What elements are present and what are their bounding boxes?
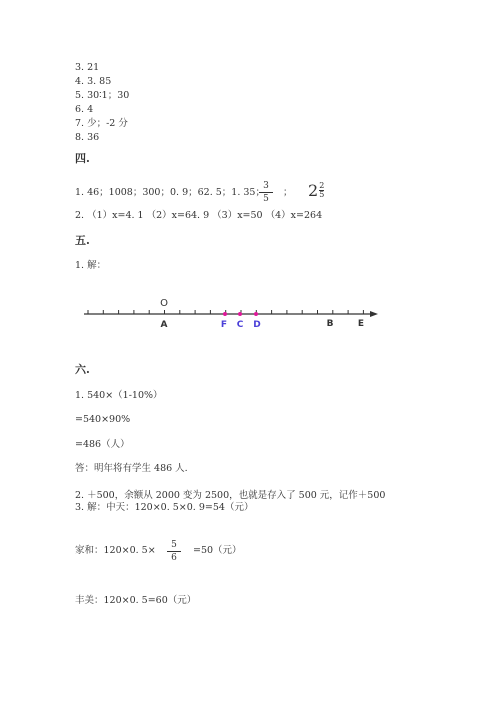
mixed-numerator: 2 [319, 181, 325, 190]
section6-line-6: 3. 解：中天：120×0. 5×0. 9=54（元） [75, 502, 254, 513]
section-heading-5: 五. [75, 234, 90, 247]
fraction-five-sixths [167, 540, 181, 563]
fraction-denominator: 6 [171, 553, 177, 563]
separator: ； [283, 187, 293, 198]
fraction-numerator: 3 [259, 181, 273, 193]
point-label-b: B [326, 319, 334, 329]
point-d [254, 312, 258, 316]
section4-line-1: 1. 46；1008；300；0. 9；62. 5；1. 35； [75, 187, 265, 198]
point-label-e: E [357, 319, 365, 329]
axis-arrow [370, 311, 378, 317]
answer-line-4: 4. 3. 85 [75, 76, 112, 87]
section6-line-3: =486（人） [75, 439, 130, 450]
answer-line-6: 6. 4 [75, 104, 94, 115]
mixed-denominator: 5 [319, 190, 325, 199]
origin-label: O [160, 298, 168, 309]
answer-line-3: 3. 21 [75, 62, 100, 73]
answer-line-7: 7. 少；-2 分 [75, 118, 128, 129]
mixed-whole: 2 [308, 181, 319, 200]
fraction-three-fifths [259, 181, 273, 204]
fraction-numerator: 5 [167, 540, 181, 552]
number-line [0, 290, 500, 350]
section5-line-1: 1. 解： [75, 260, 107, 271]
section6-line-2: =540×90% [75, 414, 131, 425]
fraction-denominator: 5 [263, 194, 269, 204]
point-c [238, 312, 242, 316]
section-heading-6: 六. [75, 363, 90, 376]
section4-line-2: 2. （1）x=4. 1 （2）x=64. 9 （3）x=50 （4）x=264 [75, 210, 323, 221]
section6-line-7a: 家和：120×0. 5× [75, 545, 156, 556]
section-heading-4: 四. [75, 152, 90, 165]
section6-line-4: 答：明年将有学生 486 人. [75, 463, 188, 474]
answer-line-5: 5. 30∶1；30 [75, 90, 130, 101]
point-label-c: C [236, 320, 244, 330]
point-label-a: A [160, 320, 168, 330]
section6-line-7b: =50（元） [193, 545, 242, 556]
point-f [223, 312, 227, 316]
mixed-fraction [319, 182, 324, 199]
section6-line-5: 2. ＋500，余额从 2000 变为 2500，也就是存入了 500 元，记作＋500 [75, 490, 386, 501]
point-label-f: F [220, 320, 228, 330]
section6-line-1: 1. 540×（1-10%） [75, 390, 163, 401]
mixed-number [308, 180, 324, 200]
answer-line-8: 8. 36 [75, 132, 100, 143]
section6-line-8: 丰美：120×0. 5=60（元） [75, 595, 197, 606]
point-label-d: D [253, 320, 261, 330]
